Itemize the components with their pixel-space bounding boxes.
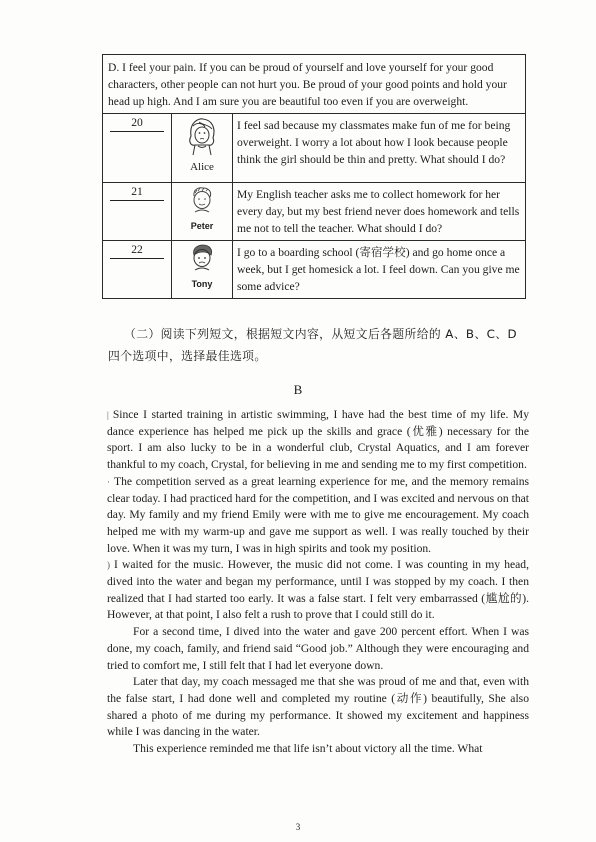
alice-letter: I feel sad because my classmates make fun of me for being overweight. I worry a lot about how I look because people think the girl should be thin and pretty. What should I do? [233,114,526,183]
margin-mark: · [107,476,110,487]
margin-mark: ) [107,560,110,571]
peter-label: Peter [190,221,214,231]
tony-letter: I go to a boarding school (寄宿学校) and go home once a week, but I get homesick a lot. I feel down. Can you give me some advice? [233,241,526,299]
alice-cell [172,114,233,183]
paragraph-3: ) I waited for the music. However, the music did not come. I was counting in my head, dived into the water and began my performance, until I was stopped by my coach. I then realized that I had started too early. It was a false start. I felt very embarrassed (尴尬的). However, at that point, I also felt a rush to prove that I could still do it. [107,558,529,622]
option-d-text: D. I feel your pain. If you can be proud of yourself and love yourself for your good characters, other people can not hurt you. Be proud of your good points and hold your head up high. And I am sure you are beautiful too even if you are overweight. [103,55,526,114]
passage-title: B [293,382,303,397]
margin-mark: | [107,410,109,420]
boy-portrait-icon [187,243,217,273]
alice-label: Alice [190,161,214,173]
blank-20[interactable]: 20 [103,114,172,183]
page-number: 3 [295,822,301,832]
passage-body [107,407,529,758]
blank-22[interactable]: 22 [103,241,172,299]
peter-letter: My English teacher asks me to collect homework for her every day, but my best friend never does homework and tells me not to tell the teacher. What should I do? [233,183,526,241]
peter-cell [172,183,233,241]
paragraph-5: Later that day, my coach messaged me that she was proud of me and that, even with the false start, I had done well and completed my routine (动作) beautifully, She also shared a photo of me during my performance. It showed my excitement and happiness while I was dancing in the water. [107,675,529,739]
tony-label: Tony [191,279,213,289]
paragraph-6: This experience reminded me that life isn’t about victory all the time. What [133,742,483,756]
boy-portrait-icon [187,185,217,215]
tony-cell [172,241,233,299]
matching-table [102,54,526,299]
paragraph-4: For a second time, I dived into the water and gave 200 percent effort. When I was done, my coach, family, and friend said “Good job.” Although they were encouraging and tried to comfort me, I still felt that I had let everyone down. [107,625,529,672]
instruction-line-2: 四个选项中，选择最佳选项。 [108,349,267,363]
section-instructions [108,323,528,367]
paragraph-1: | Since I started training in artistic swimming, I have had the best time of my life. My dance experience has helped me pick up the skills and grace (优雅) necessary for the sport. I am also lucky to be in a wonderful club, Crystal Aquatics, and I am forever thankful to my coach, Crystal, for believing in me and sending me to my first competition. [107,408,529,472]
blank-21[interactable]: 21 [103,183,172,241]
paragraph-2: · The competition served as a great learning experience for me, and the memory remains clear today. I had practiced hard for the competition, and I was excited and nervous on that day. My family and my friend Emily were with me to give me encouragement. My coach helped me with my warm-up and gave me support as well. I was really touched by their love. When it was my turn, I was in high spirits and took my position. [107,474,529,555]
girl-portrait-icon [185,116,219,156]
instruction-line-1: （二）阅读下列短文，根据短文内容，从短文后各题所给的 A、B、C、D [124,327,517,341]
